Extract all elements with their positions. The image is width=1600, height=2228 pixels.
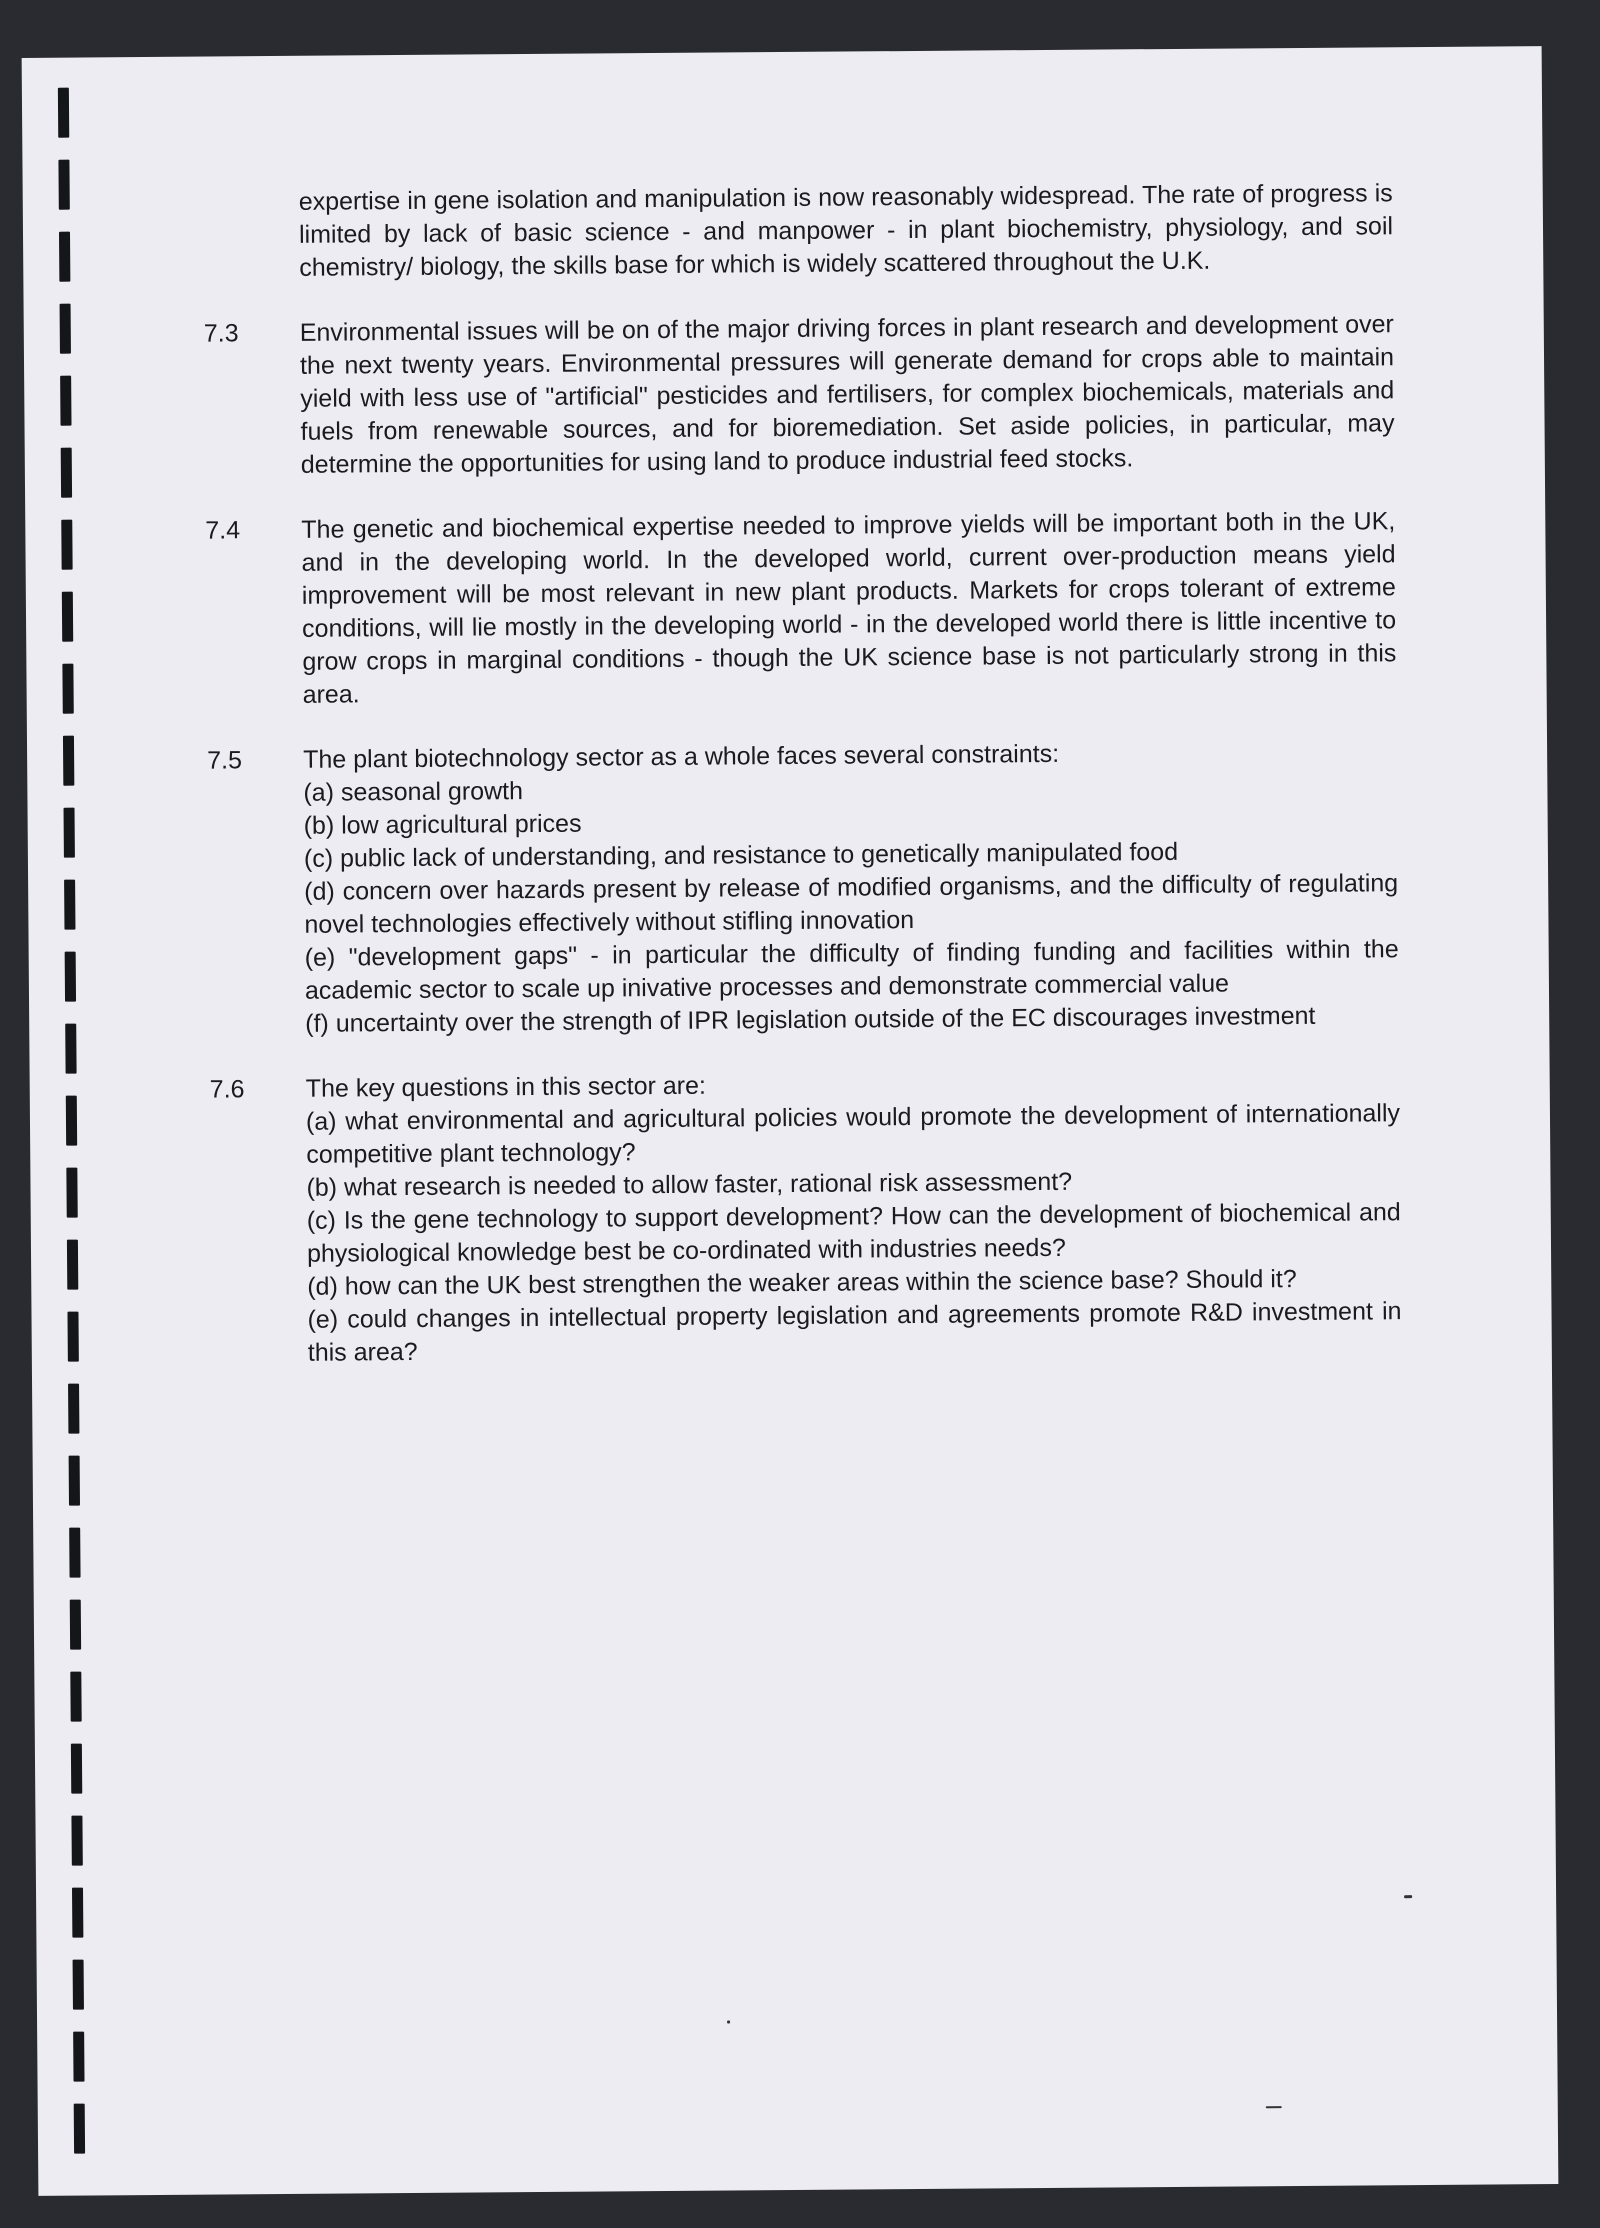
- section-intro: The plant biotechnology sector as a whole faces several constraints:: [303, 739, 1060, 774]
- section-7-4: [205, 505, 1397, 712]
- scan-speck: [1404, 1895, 1412, 1898]
- section-body: [303, 735, 1399, 1041]
- section-intro: The key questions in this sector are:: [305, 1071, 707, 1103]
- binding-hole: [58, 160, 69, 210]
- binding-hole: [61, 448, 72, 498]
- binding-hole: [62, 664, 73, 714]
- section-7-5: [207, 735, 1399, 1041]
- binding-hole: [65, 1024, 76, 1074]
- binding-hole: [67, 1240, 78, 1290]
- document-body: [203, 177, 1403, 1402]
- binding-hole: [61, 520, 72, 570]
- binding-hole: [74, 2104, 85, 2154]
- binding-hole: [64, 808, 75, 858]
- binding-hole: [72, 1888, 83, 1938]
- section-7-3: [204, 308, 1395, 482]
- section-number: 7.5: [207, 746, 243, 775]
- list-item: (a) what environmental and agricultural policies would promote the development of internationally competitive plant technology?: [305, 1099, 1401, 1169]
- binding-hole: [69, 1528, 80, 1578]
- continuation-paragraph: [203, 177, 1394, 285]
- list-item: (c) public lack of understanding, and resistance to genetically manipulated food: [303, 837, 1179, 873]
- list-item: (e) "development gaps" - in particular the difficulty of finding funding and facilities within the academic sector to scale up inivative processes and demonstrate commercial value: [304, 935, 1399, 1005]
- binding-hole: [70, 1600, 81, 1650]
- section-number: 7.4: [205, 516, 241, 545]
- list-item: (a) seasonal growth: [303, 777, 524, 807]
- binding-hole: [67, 1312, 78, 1362]
- section-7-6: [210, 1064, 1402, 1370]
- binding-hole: [71, 1744, 82, 1794]
- paragraph-text: expertise in gene isolation and manipulation is now reasonably widespread. The rate of progress is limited by lack of basic science - and manpower - in plant biochemistry, physiology, and soil chemistry/ biology, the skills base for which is widely scattered throughout the U.K.: [298, 179, 1394, 282]
- list-item: (c) Is the gene technology to support development? How can the development of biochemical and physiological knowledge best be co-ordinated with industries needs?: [306, 1198, 1401, 1268]
- list-item: (b) low agricultural prices: [303, 809, 582, 840]
- binding-hole: [64, 880, 75, 930]
- binding-hole: [66, 1168, 77, 1218]
- binding-hole: [59, 232, 70, 282]
- binding-hole: [58, 88, 69, 138]
- binding-hole: [60, 376, 71, 426]
- binding-hole: [73, 1960, 84, 2010]
- list-item: (d) concern over hazards present by release of modified organisms, and the difficulty of regulating novel technologies effectively without stifling innovation: [304, 869, 1399, 939]
- binding-hole: [70, 1672, 81, 1722]
- section-body: [306, 1064, 1402, 1370]
- binding-hole: [63, 736, 74, 786]
- binding-hole: [69, 1456, 80, 1506]
- section-number: 7.6: [209, 1075, 245, 1104]
- binding-hole: [60, 304, 71, 354]
- binding-hole: [66, 1096, 77, 1146]
- section-number: 7.3: [203, 319, 239, 348]
- paragraph-text: Environmental issues will be on of the major driving forces in plant research and development over the next twenty years. Environmental pressures will generate demand for crops able to maintain yield with less use of "artificial" pesticides and fertilisers, for complex biochemicals, materials and fuels from renewable sources, and for bioremediation. Set aside policies, in particular, may determine the opportunities for using land to produce industrial feed stocks.: [299, 310, 1395, 479]
- scan-speck: [727, 2020, 730, 2023]
- binding-hole: [68, 1384, 79, 1434]
- list-item: (b) what research is needed to allow faster, rational risk assessment?: [306, 1167, 1073, 1202]
- binding-hole: [73, 2032, 84, 2082]
- paragraph-text: The genetic and biochemical expertise needed to improve yields will be important both in the UK, and in the developing world. In the developed world, current over-production means yield improvement will be most relevant in new plant products. Markets for crops tolerant of extreme conditions, will lie mostly in the developing world - in the developed world there is little incentive to grow crops in marginal conditions - though the UK science base is not particularly strong in this area.: [301, 507, 1397, 709]
- list-item: (e) could changes in intellectual property legislation and agreements promote R&D investment in this area?: [307, 1297, 1402, 1367]
- list-item: (f) uncertainty over the strength of IPR legislation outside of the EC discourages investment: [305, 1001, 1316, 1038]
- binding-hole: [71, 1816, 82, 1866]
- paper-page: [22, 46, 1559, 2196]
- list-item: (d) how can the UK best strengthen the weaker areas within the science base? Should it?: [307, 1265, 1297, 1301]
- binding-hole: [65, 952, 76, 1002]
- binding-hole: [62, 592, 73, 642]
- scan-speck: [1266, 2106, 1282, 2108]
